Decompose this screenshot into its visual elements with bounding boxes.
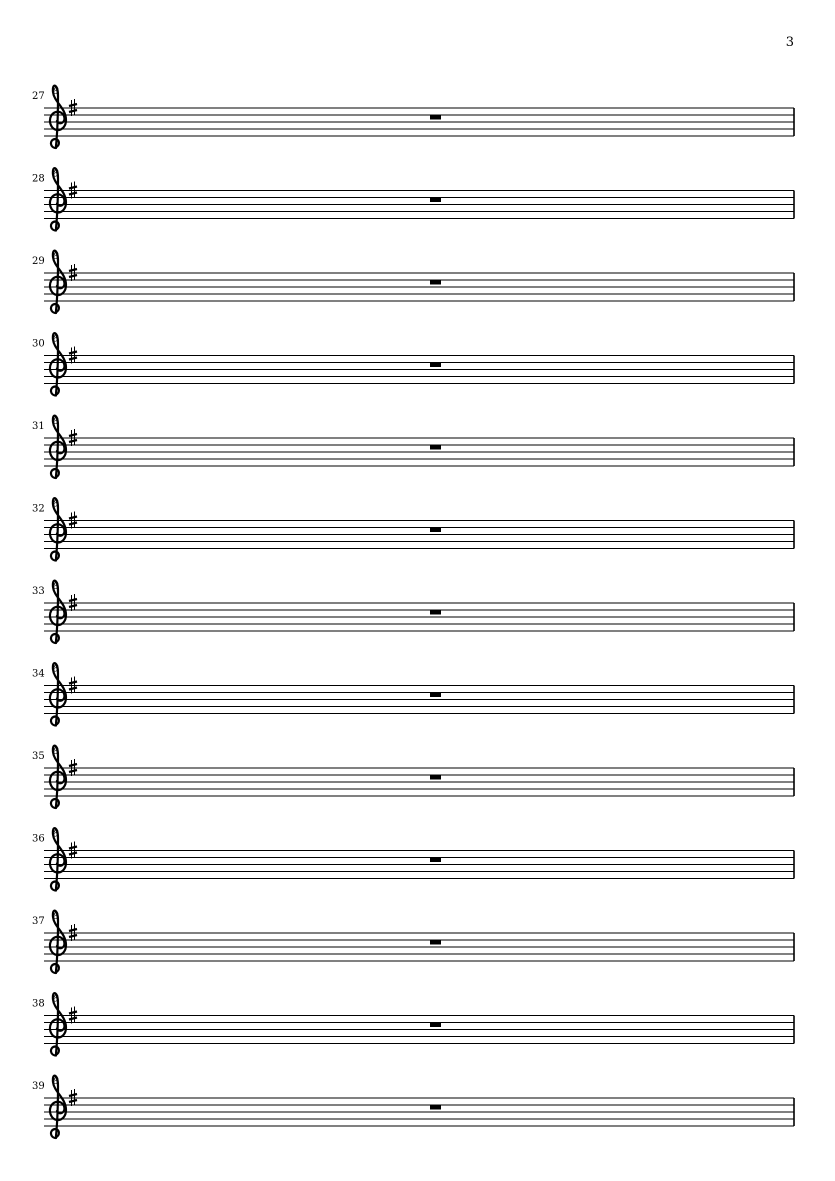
- sharp-icon: [69, 429, 77, 446]
- staff-system: [32, 251, 794, 313]
- whole-rest-icon: [430, 363, 441, 368]
- measure-number: 30: [32, 338, 45, 350]
- staff-system: [32, 581, 794, 643]
- whole-rest-icon: [430, 528, 441, 533]
- octave-mark: 8: [53, 169, 59, 180]
- octave-mark: 8: [53, 1077, 59, 1087]
- whole-rest-icon: [430, 940, 441, 945]
- octave-mark: 8: [53, 664, 59, 675]
- staff-system: [32, 168, 794, 230]
- whole-rest-icon: [430, 115, 441, 120]
- staff-system: [32, 86, 794, 148]
- sharp-icon: [69, 347, 77, 364]
- whole-rest-icon: [430, 198, 441, 203]
- measure-number: 29: [32, 256, 45, 267]
- whole-rest-icon: [430, 693, 441, 698]
- sharp-icon: [69, 594, 77, 611]
- whole-rest-icon: [430, 1023, 441, 1028]
- sharp-icon: [69, 182, 77, 199]
- staff-system: [32, 498, 794, 560]
- sharp-icon: [69, 512, 77, 529]
- measure-number: 38: [32, 998, 45, 1010]
- staff-system: [32, 828, 794, 890]
- sharp-icon: [69, 677, 77, 694]
- sharp-icon: [69, 1089, 77, 1106]
- whole-rest-icon: [430, 858, 441, 863]
- staff-system: [32, 746, 794, 808]
- octave-mark: 8: [53, 994, 59, 1005]
- octave-mark: 8: [53, 582, 59, 592]
- staff-systems: [32, 86, 794, 1138]
- staff-system: [32, 333, 794, 395]
- measure-number: 31: [32, 421, 45, 432]
- staff-system: [32, 416, 794, 478]
- whole-rest-icon: [430, 1105, 441, 1110]
- measure-number: 33: [32, 586, 45, 597]
- sharp-icon: [69, 759, 77, 776]
- measure-number: 39: [32, 1081, 45, 1092]
- measure-number: 32: [32, 503, 45, 515]
- sharp-icon: [69, 924, 77, 941]
- staff-system: [32, 663, 794, 725]
- octave-mark: 8: [53, 499, 59, 510]
- whole-rest-icon: [430, 280, 441, 285]
- whole-rest-icon: [430, 445, 441, 450]
- sharp-icon: [69, 99, 77, 116]
- octave-mark: 8: [53, 829, 59, 840]
- octave-mark: 8: [53, 747, 59, 757]
- whole-rest-icon: [430, 775, 441, 780]
- octave-mark: 8: [53, 87, 59, 97]
- page-number: 3: [785, 35, 794, 50]
- octave-mark: 8: [53, 334, 59, 345]
- measure-number: 28: [32, 173, 45, 185]
- octave-mark: 8: [53, 912, 59, 922]
- staff-system: [32, 911, 794, 973]
- staff-system: [32, 1076, 794, 1138]
- sharp-icon: [69, 264, 77, 281]
- measure-number: 36: [32, 833, 45, 845]
- measure-number: 34: [32, 668, 45, 680]
- whole-rest-icon: [430, 610, 441, 615]
- sharp-icon: [69, 1007, 77, 1024]
- measure-number: 35: [32, 751, 45, 762]
- staff-system: [32, 993, 794, 1055]
- sharp-icon: [69, 842, 77, 859]
- octave-mark: 8: [53, 417, 59, 427]
- measure-number: 37: [32, 916, 45, 927]
- measure-number: 27: [32, 91, 45, 102]
- octave-mark: 8: [53, 252, 59, 262]
